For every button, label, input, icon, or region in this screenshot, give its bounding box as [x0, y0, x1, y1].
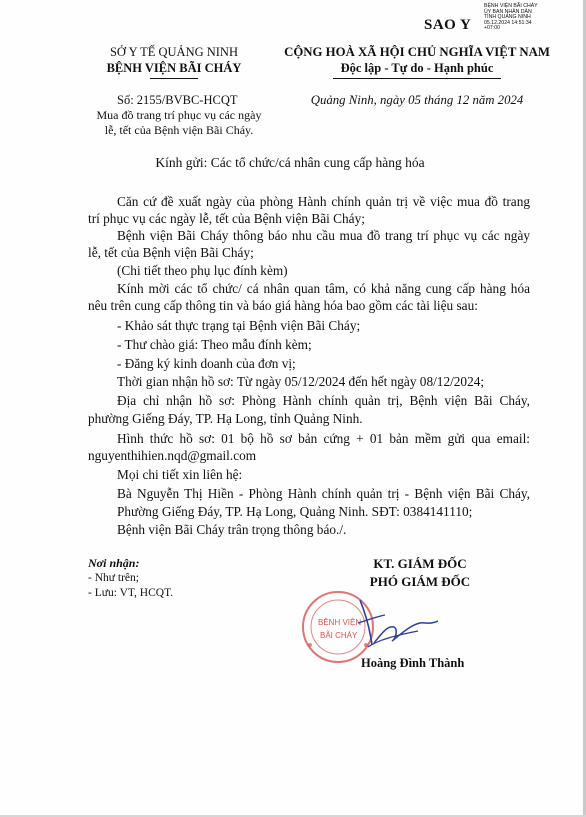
body-line: Địa chỉ nhận hồ sơ: Phòng Hành chính quản trị, Bệnh viện Bãi Cháy,: [117, 393, 530, 408]
copy-stamp-line: 05.12.2024 14:51:34: [484, 19, 532, 26]
body-line: (Chi tiết theo phụ lục đính kèm): [117, 263, 288, 278]
date-place: Quảng Ninh, ngày 05 tháng 12 năm 2024: [310, 93, 524, 107]
body-line: nêu trên cung cấp thông tin và báo giá hàng hóa bao gồm các tài liệu sau:: [88, 298, 478, 313]
body-line: - Đăng ký kinh doanh của đơn vị;: [117, 356, 296, 371]
nation-title: CỘNG HOÀ XÃ HỘI CHỦ NGHĨA VIỆT NAM: [284, 45, 550, 59]
seal-text: BỆNH VIỆN: [318, 618, 362, 627]
body-line: trí phục vụ các ngày lễ, tết của Bệnh viện Bãi Cháy;: [88, 211, 365, 226]
unit-underline: [150, 78, 198, 79]
copy-stamp-line: +07:00: [484, 25, 501, 32]
body-line: Bà Nguyễn Thị Hiền - Phòng Hành chính quản trị - Bệnh viện Bãi Cháy,: [117, 486, 530, 501]
body-line: Thời gian nhận hồ sơ: Từ ngày 05/12/2024 đến hết ngày 08/12/2024;: [117, 374, 485, 389]
national-motto: Độc lập - Tự do - Hạnh phúc: [340, 61, 494, 75]
body-line: Bệnh viện Bãi Cháy trân trọng thông báo./.: [117, 522, 347, 537]
contact-email: nguyenthihien.nqd@gmail.com: [88, 448, 257, 463]
recipients-title: Nơi nhận:: [88, 556, 140, 570]
body-line: phường Giếng Đáy, TP. Hạ Long, tỉnh Quảng Ninh.: [88, 411, 363, 426]
body-line: Mọi chi tiết xin liên hệ:: [117, 467, 243, 482]
body-line: Bệnh viện Bãi Cháy thông báo nhu cầu mua đồ trang trí phục vụ các ngày: [117, 228, 530, 243]
seal-text: BÃI CHÁY: [320, 631, 358, 640]
copy-stamp-line: TỈNH QUẢNG NINH: [484, 14, 531, 21]
copy-stamp-details: [484, 4, 538, 32]
body-line: Hình thức hồ sơ: 01 bộ hồ sơ bản cứng + 01 bản mềm gửi qua email:: [117, 431, 530, 446]
signer-name: Hoàng Đình Thành: [361, 656, 465, 670]
body-line: - Thư chào giá: Theo mẫu đính kèm;: [117, 337, 312, 352]
copy-stamp-line: BỆNH VIỆN BÃI CHÁY: [484, 3, 538, 9]
agency-name: SỞ Y TẾ QUẢNG NINH: [109, 45, 238, 59]
unit-name: BỆNH VIỆN BÃI CHÁY: [106, 61, 242, 75]
recipients-item: - Lưu: VT, HCQT.: [88, 587, 174, 599]
signature-subtitle: PHÓ GIÁM ĐỐC: [369, 574, 471, 589]
recipients-item: - Như trên;: [88, 572, 139, 584]
document-number: Số: 2155/BVBC-HCQT: [117, 93, 238, 107]
motto-underline: [333, 78, 501, 79]
signature-title: KT. GIÁM ĐỐC: [373, 556, 467, 571]
body-line: Phường Giếng Đáy, TP. Hạ Long, Quảng Ninh. SĐT: 0384141110;: [117, 504, 473, 519]
document-subject-line: lễ, tết của Bệnh viện Bãi Cháy.: [104, 123, 254, 137]
body-line: lễ, tết của Bệnh viện Bãi Cháy;: [88, 245, 254, 260]
document-subject-line: Mua đồ trang trí phục vụ các ngày: [96, 108, 262, 122]
recipient-line: Kính gửi: Các tổ chức/cá nhân cung cấp hàng hóa: [155, 155, 425, 170]
body-line: Căn cứ đề xuất ngày của phòng Hành chính quản trị về việc mua đồ trang: [117, 194, 530, 209]
handwritten-signature: [330, 595, 450, 660]
copy-stamp-line: ỦY BAN NHÂN DÂN: [484, 8, 532, 15]
body-line: - Khảo sát thực trạng tại Bệnh viện Bãi Cháy;: [117, 318, 361, 333]
body-line: Kính mời các tổ chức/ cá nhân quan tâm, có khả năng cung cấp hàng hóa: [117, 281, 530, 296]
copy-stamp-label: SAO Y: [424, 17, 472, 33]
